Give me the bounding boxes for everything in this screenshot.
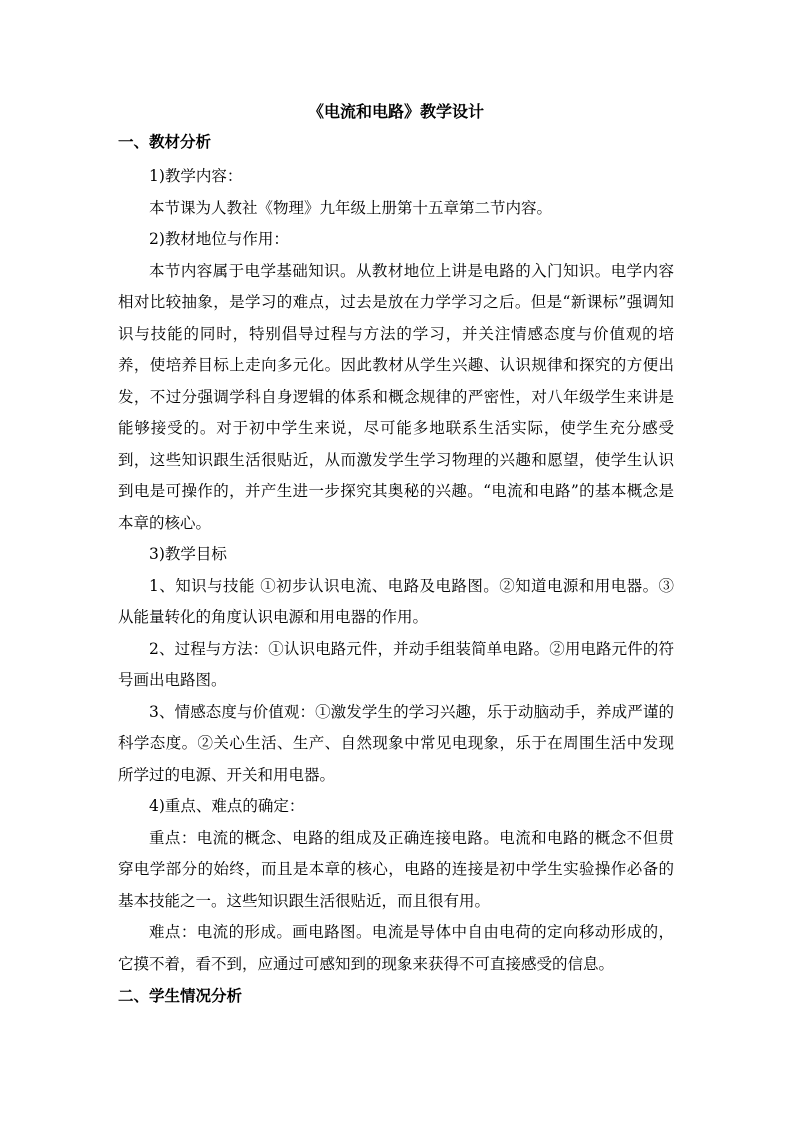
paragraph-difficult-points: 难点：电流的形成。画电路图。电流是导体中自由电荷的定向移动形成的，它摸不着，看不到，应通过可感知到的现象来获得不可直接感受的信息。: [118, 923, 674, 973]
paragraph-textbook-role-label: 2)教材地位与作用：: [149, 230, 289, 248]
document-body: [118, 100, 674, 1015]
section-heading-textbook-analysis: 一、教材分析: [118, 132, 212, 151]
paragraph-key-points: 重点：电流的概念、电路的组成及正确连接电路。电流和电路的概念不但贯穿电学部分的始终，而且是本章的核心，电路的连接是初中学生实验操作必备的基本技能之一。这些知识跟生活很贴近，而且很有用。: [118, 828, 674, 910]
paragraph-teaching-content: 本节课为人教社《物理》九年级上册第十五章第二节内容。: [149, 198, 553, 217]
paragraph-teaching-content-label: 1)教学内容：: [149, 167, 243, 185]
paragraph-goal-knowledge-skills: 1、知识与技能 ①初步认识电流、电路及电路图。②知道电源和用电器。③从能量转化的角度认识电源和用电器的作用。: [118, 576, 674, 626]
document-title: 《电流和电路》教学设计: [307, 102, 484, 121]
section-heading-student-analysis: 二、学生情况分析: [118, 986, 243, 1005]
paragraph-goal-process-methods: 2、过程与方法：①认识电路元件，并动手组装简单电路。②用电路元件的符号画出电路图。: [118, 639, 674, 689]
paragraph-textbook-role: 本节内容属于电学基础知识。从教材地位上讲是电路的入门知识。电学内容相对比较抽象，是学习的难点，过去是放在力学学习之后。但是“新课标”强调知识与技能的同时，特别倡导过程与方法的学习，并关注情感态度与价值观的培养，使培养目标上走向多元化。因此教材从学生兴趣、认识规律和探究的方便出发，不过分强调学科自身逻辑的体系和概念规律的严密性，对八年级学生来讲是能够接受的。对于初中学生来说，尽可能多地联系生活实际，使学生充分感受到，这些知识跟生活很贴近，从而激发学生学习物理的兴趣和愿望，使学生认识到电是可操作的，并产生进一步探究其奥秘的兴趣。“电流和电路”的基本概念是本章的核心。: [118, 261, 674, 532]
paragraph-goal-emotion-values: 3、情感态度与价值观：①激发学生的学习兴趣，乐于动脑动手，养成严谨的科学态度。②关心生活、生产、自然现象中常见电现象，乐于在周围生活中发现所学过的电源、开关和用电器。: [118, 702, 674, 784]
paragraph-teaching-goals-label: 3)教学目标: [149, 545, 227, 563]
paragraph-key-difficult-label: 4)重点、难点的确定：: [149, 797, 305, 815]
